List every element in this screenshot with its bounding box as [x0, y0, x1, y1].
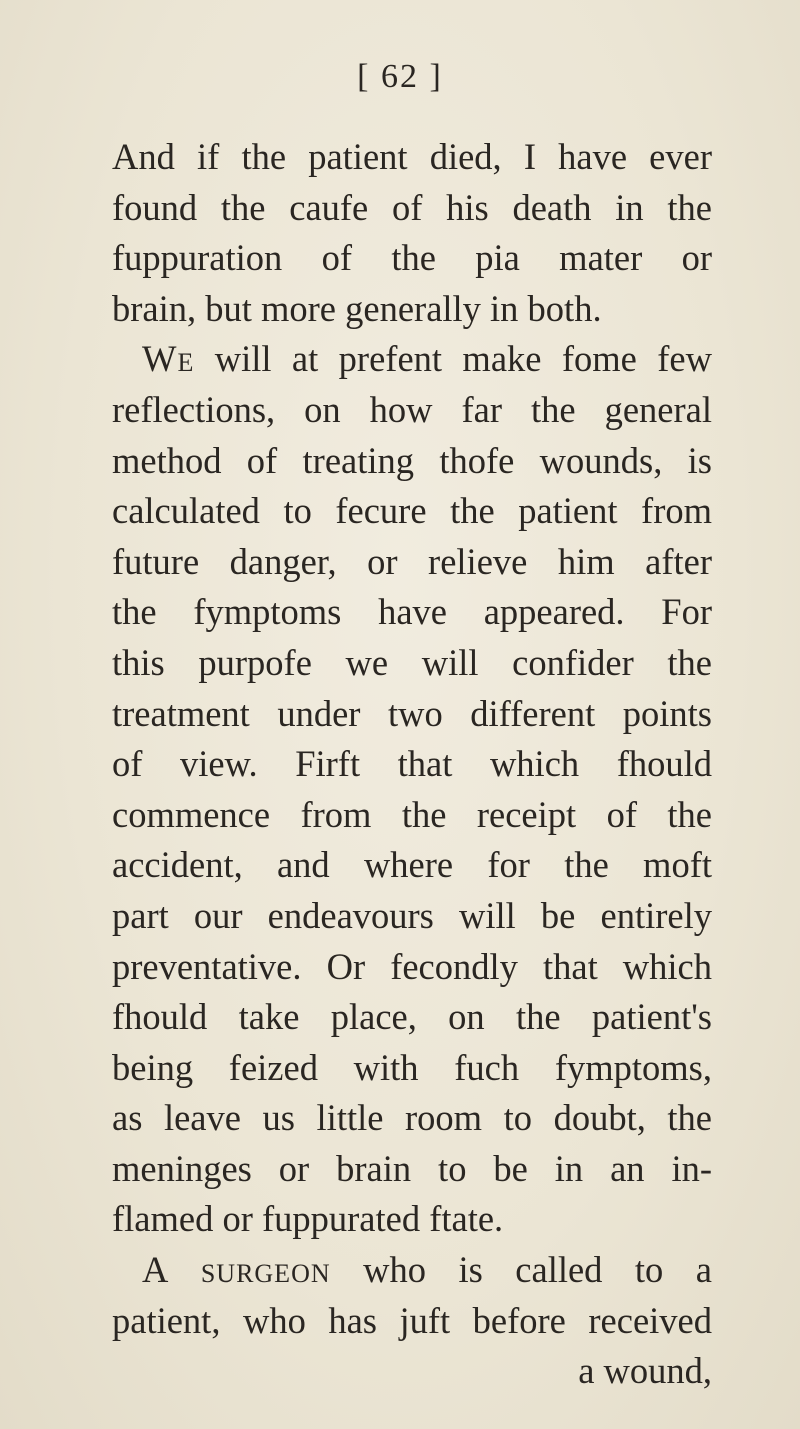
- text-line: the fymptoms have appeared. For: [112, 591, 712, 633]
- text-line: found the caufe of his death in the: [112, 186, 712, 228]
- paragraph-start-line: We will at prefent make fome few: [142, 338, 712, 380]
- text-line: And if the patient died, I have ever: [112, 136, 712, 177]
- text-line: future danger, or relieve him after: [112, 540, 712, 582]
- text-line: patient, who has juft before received: [112, 1299, 712, 1341]
- text-line: this purpofe we will confider the: [112, 641, 712, 683]
- text-line: preventative. Or fecondly that which: [112, 945, 712, 987]
- text-line: reflections, on how far the general: [112, 388, 712, 430]
- text-line: method of treating thofe wounds, is: [112, 439, 712, 481]
- text-line: flamed or fuppurated ftate.: [112, 1198, 504, 1240]
- text-line: commence from the receipt of the: [112, 793, 712, 835]
- text-line: meninges or brain to be in an in-: [112, 1147, 712, 1189]
- text-line: treatment under two different points: [112, 692, 712, 734]
- text-line: as leave us little room to doubt, the: [112, 1097, 712, 1139]
- text-line: part our endeavours will be entirely: [112, 894, 712, 936]
- text-line: of view. Firft that which fhould: [112, 743, 712, 785]
- text-line: being feized with fuch fymptoms,: [112, 1046, 712, 1088]
- page-number: [ 62 ]: [357, 58, 443, 95]
- text-line: brain, but more generally in both.: [112, 287, 602, 329]
- text-line: calculated to fecure the patient from: [112, 490, 712, 532]
- text-line: accident, and where for the moft: [112, 844, 712, 886]
- text-line: fuppuration of the pia mater or: [112, 237, 712, 279]
- catchword: a wound,: [578, 1350, 712, 1392]
- body-text: [112, 132, 712, 1397]
- paragraph-start-line: A surgeon who is called to a: [142, 1249, 712, 1291]
- text-line: fhould take place, on the patient's: [112, 996, 712, 1038]
